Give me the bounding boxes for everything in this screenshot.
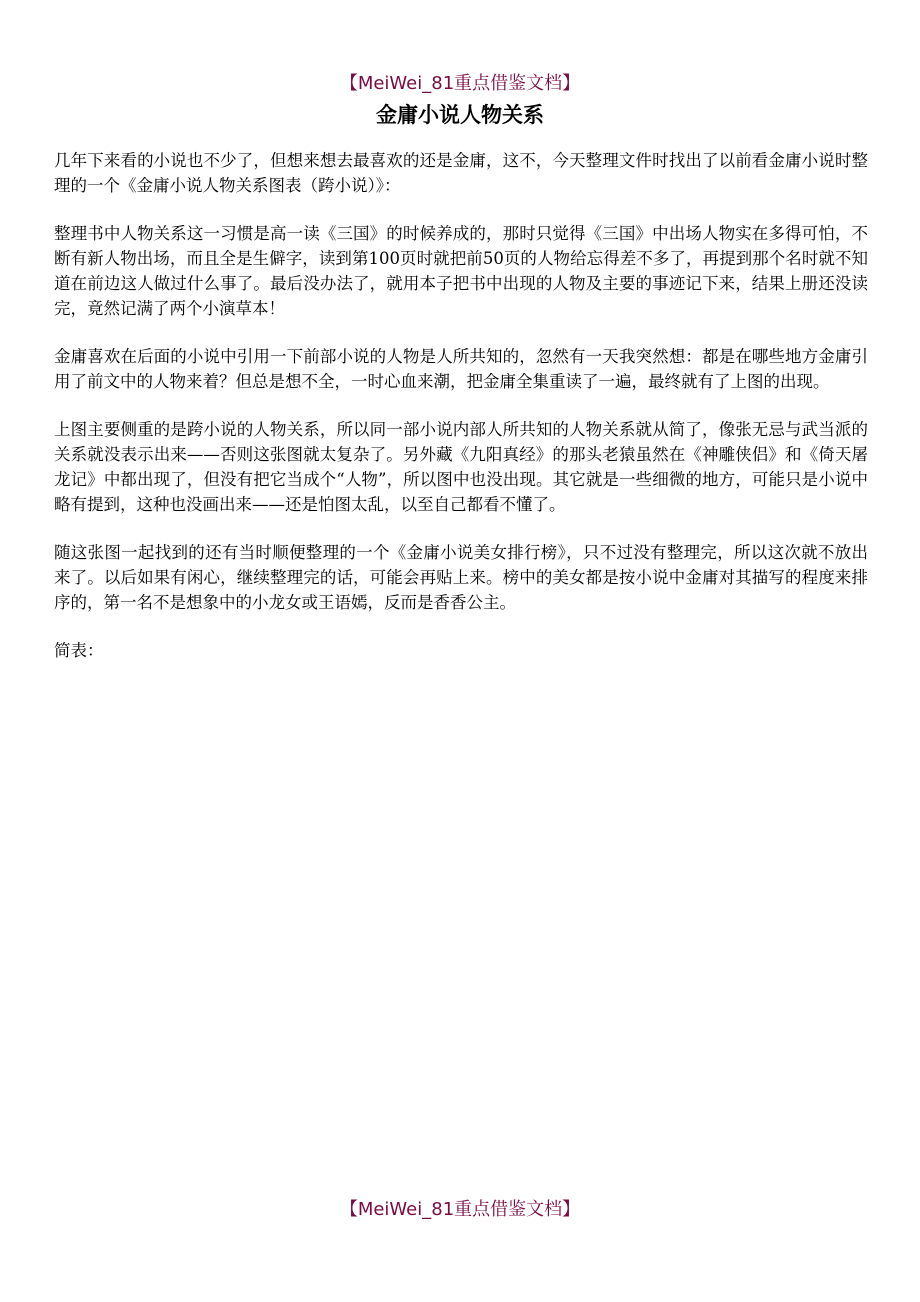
- paragraph-references: 金庸喜欢在后面的小说中引用一下前部小说的人物是人所共知的，忽然有一天我突然想：都是在哪些地方金庸引用了前文中的人物来着？但总是想不全，一时心血来潮，把金庸全集重读了一遍，最终就有了上图的出现。: [54, 347, 868, 391]
- page-title: 金庸小说人物关系: [376, 103, 544, 127]
- footer-banner: 【MeiWei_81重点借鉴文档】: [339, 1199, 581, 1220]
- paragraph-beauty-ranking: 随这张图一起找到的还有当时顺便整理的一个《金庸小说美女排行榜》，只不过没有整理完，所以这次就不放出来了。以后如果有闲心，继续整理完的话，可能会再贴上来。榜中的美女都是按小说中金庸对其描写的程度来排序的，第一名不是想象中的小龙女或王语嫣，反而是香香公主。: [54, 543, 868, 612]
- document-body: [54, 148, 868, 686]
- paragraph-summary-label: 简表：: [54, 641, 104, 660]
- header-banner: 【MeiWei_81重点借鉴文档】: [339, 73, 581, 94]
- paragraph-chart-notes: 上图主要侧重的是跨小说的人物关系，所以同一部小说内部人所共知的人物关系就从简了，像张无忌与武当派的关系就没表示出来——否则这张图就太复杂了。另外藏《九阳真经》的那头老猿虽然在《神雕侠侣》和《倚天屠龙记》中都出现了，但没有把它当成个“人物”，所以图中也没出现。其它就是一些细微的地方，可能只是小说中略有提到，这种也没画出来——还是怕图太乱，以至自己都看不懂了。: [54, 420, 868, 514]
- paragraph-intro: 几年下来看的小说也不少了，但想来想去最喜欢的还是金庸，这不，今天整理文件时找出了以前看金庸小说时整理的一个《金庸小说人物关系图表（跨小说）》：: [54, 151, 868, 195]
- paragraph-habit: 整理书中人物关系这一习惯是高一读《三国》的时候养成的，那时只觉得《三国》中出场人物实在多得可怕，不断有新人物出场，而且全是生僻字，读到第100页时就把前50页的人物给忘得差不多了，再提到那个名时就不知道在前边这人做过什么事了。最后没办法了，就用本子把书中出现的人物及主要的事迹记下来，结果上册还没读完，竟然记满了两个小演草本！: [54, 224, 868, 318]
